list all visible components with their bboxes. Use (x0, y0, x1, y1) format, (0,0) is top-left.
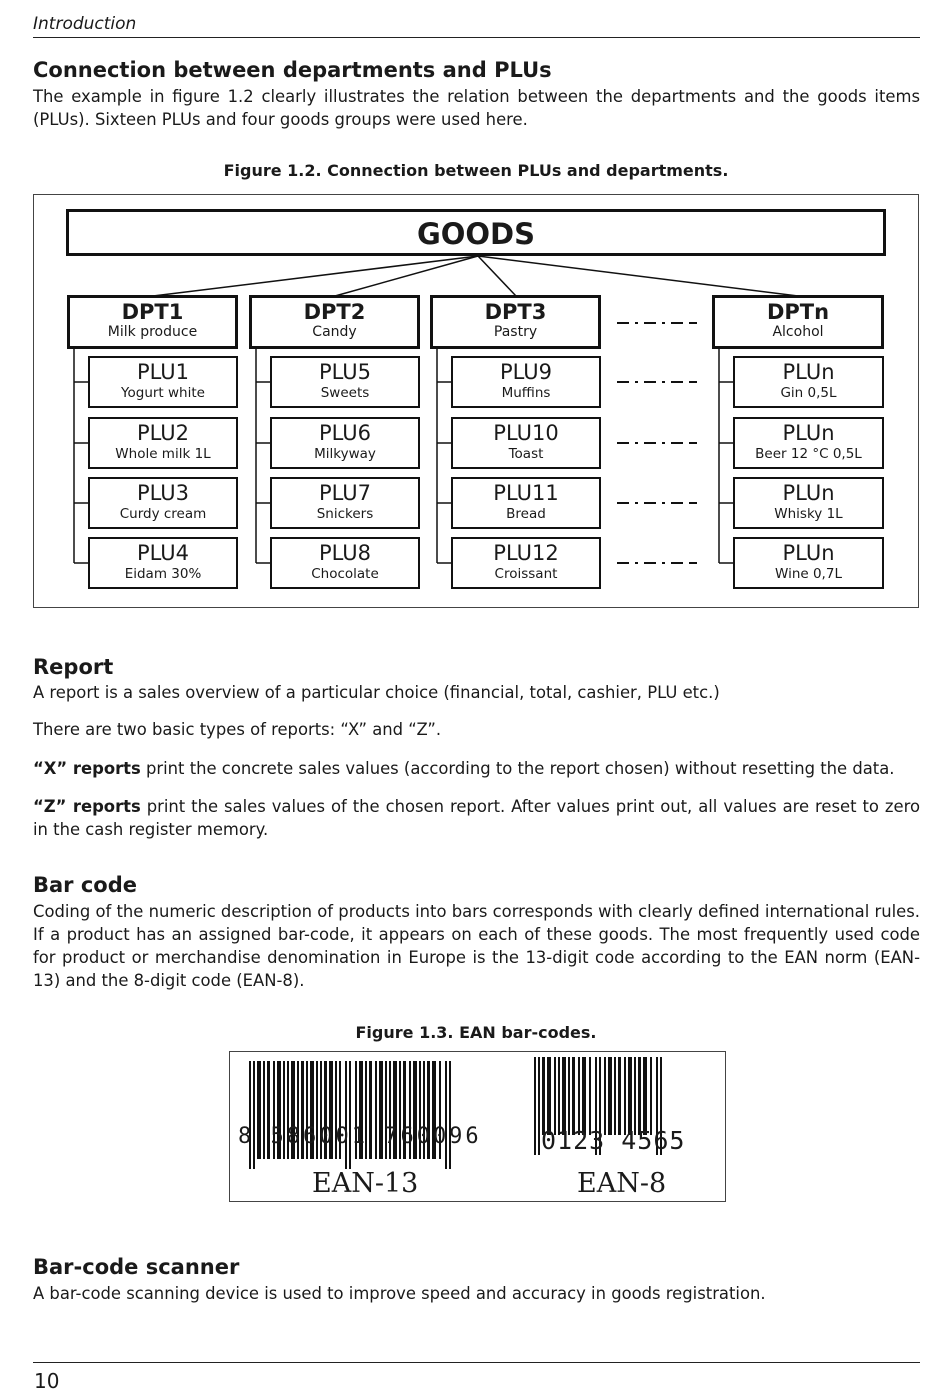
plu-title: PLU6 (318, 421, 372, 445)
plu-box (88, 477, 238, 529)
plu-subtitle: Curdy cream (119, 506, 207, 522)
plu-box (733, 356, 884, 408)
department-subtitle: Milk produce (107, 324, 198, 340)
plu-box (451, 537, 601, 589)
ean13-barcode (249, 1061, 451, 1169)
plu-box (270, 417, 420, 469)
plu-subtitle: Toast (508, 446, 544, 462)
plu-subtitle: Yogurt white (121, 385, 205, 401)
plu-subtitle: Chocolate (311, 566, 379, 582)
goods-root-label: GOODS (416, 217, 536, 251)
heading-connection: Connection between departments and PLUs (33, 58, 552, 82)
heading-bar-code: Bar code (33, 873, 137, 897)
plu-subtitle: Wine 0,7L (775, 566, 842, 582)
plu-title: PLU2 (136, 421, 190, 445)
paragraph-report-x (33, 757, 920, 780)
plu-box (451, 417, 601, 469)
ean13-digits: 8 586001 760096 (238, 1124, 482, 1149)
plu-title: PLU3 (136, 481, 190, 505)
plu-title: PLU10 (493, 421, 559, 445)
plu-title: PLU8 (318, 541, 372, 565)
department-subtitle: Candy (312, 324, 357, 340)
goods-root-box (66, 209, 886, 256)
plu-title: PLUn (782, 481, 835, 505)
paragraph-report-1: A report is a sales overview of a particular choice (financial, total, cashier, PLU etc.) (33, 683, 720, 702)
department-title: DPT1 (121, 300, 184, 324)
ean8-label: EAN-8 (577, 1168, 667, 1199)
plu-title: PLU4 (136, 541, 190, 565)
heading-report: Report (33, 655, 114, 679)
plu-title: PLUn (782, 421, 835, 445)
x-reports-term: “X” reports (33, 759, 141, 778)
plu-subtitle: Whisky 1L (774, 506, 843, 522)
heading-bar-code-scanner: Bar-code scanner (33, 1255, 240, 1279)
department-box (430, 295, 601, 349)
department-title: DPT2 (303, 300, 366, 324)
plu-title: PLU9 (499, 360, 553, 384)
plu-box (88, 537, 238, 589)
paragraph-connection: The example in figure 1.2 clearly illustrates the relation between the departments and the goods items (PLUs). Sixteen PLUs and four goods groups were used here. (33, 87, 920, 129)
plu-subtitle: Sweets (320, 385, 370, 401)
department-title: DPTn (766, 300, 830, 324)
x-reports-text: print the concrete sales values (according to the report chosen) without resetting the data. (140, 759, 895, 778)
plu-box (270, 477, 420, 529)
plu-subtitle: Milkyway (314, 446, 376, 462)
paragraph-report-z (33, 795, 920, 841)
figure-caption-1-2: Figure 1.2. Connection between PLUs and departments. (223, 161, 729, 180)
department-box (249, 295, 420, 349)
plu-subtitle: Croissant (494, 566, 558, 582)
plu-box (733, 537, 884, 589)
z-reports-text: print the sales values of the chosen report. After values print out, all values are reset to zero in the cash register memory. (33, 797, 920, 839)
plu-title: PLUn (782, 541, 835, 565)
plu-title: PLU11 (493, 481, 559, 505)
plu-title: PLU5 (318, 360, 372, 384)
plu-subtitle: Muffins (501, 385, 551, 401)
department-title: DPT3 (484, 300, 547, 324)
paragraph-bar-code-scanner: A bar-code scanning device is used to improve speed and accuracy in goods registration. (33, 1284, 766, 1303)
plu-box (733, 477, 884, 529)
plu-title: PLU12 (493, 541, 559, 565)
plu-box (451, 477, 601, 529)
plu-box (88, 356, 238, 408)
plu-subtitle: Beer 12 °C 0,5L (755, 446, 862, 462)
department-subtitle: Alcohol (772, 324, 824, 340)
page-number: 10 (34, 1369, 60, 1393)
plu-box (270, 356, 420, 408)
footer-divider (33, 1362, 920, 1363)
plu-title: PLU1 (136, 360, 190, 384)
plu-subtitle: Gin 0,5L (780, 385, 837, 401)
plu-title: PLU7 (318, 481, 372, 505)
plu-box (88, 417, 238, 469)
department-subtitle: Pastry (493, 324, 538, 340)
plu-subtitle: Eidam 30% (124, 566, 202, 582)
plu-subtitle: Snickers (316, 506, 374, 522)
running-header: Introduction (33, 14, 137, 34)
department-box (67, 295, 238, 349)
ean13-label: EAN-13 (312, 1168, 419, 1199)
plu-title: PLUn (782, 360, 835, 384)
plu-box (733, 417, 884, 469)
ean8-digits: 0123 4565 (541, 1126, 686, 1155)
plu-box (270, 537, 420, 589)
plu-subtitle: Bread (506, 506, 546, 522)
paragraph-bar-code: Coding of the numeric description of products into bars corresponds with clearly defined international rules. If a product has an assigned bar-code, it appears on each of these goods. The most frequently used code for product or merchandise denomination in Europe is the 13-digit code according to the EAN norm (EAN-13) and the 8-digit code (EAN-8). (33, 902, 920, 990)
z-reports-term: “Z” reports (33, 797, 141, 816)
figure-caption-1-3: Figure 1.3. EAN bar-codes. (355, 1023, 597, 1042)
plu-subtitle: Whole milk 1L (115, 446, 211, 462)
paragraph-report-2: There are two basic types of reports: “X” and “Z”. (33, 720, 442, 739)
plu-box (451, 356, 601, 408)
department-box (712, 295, 884, 349)
